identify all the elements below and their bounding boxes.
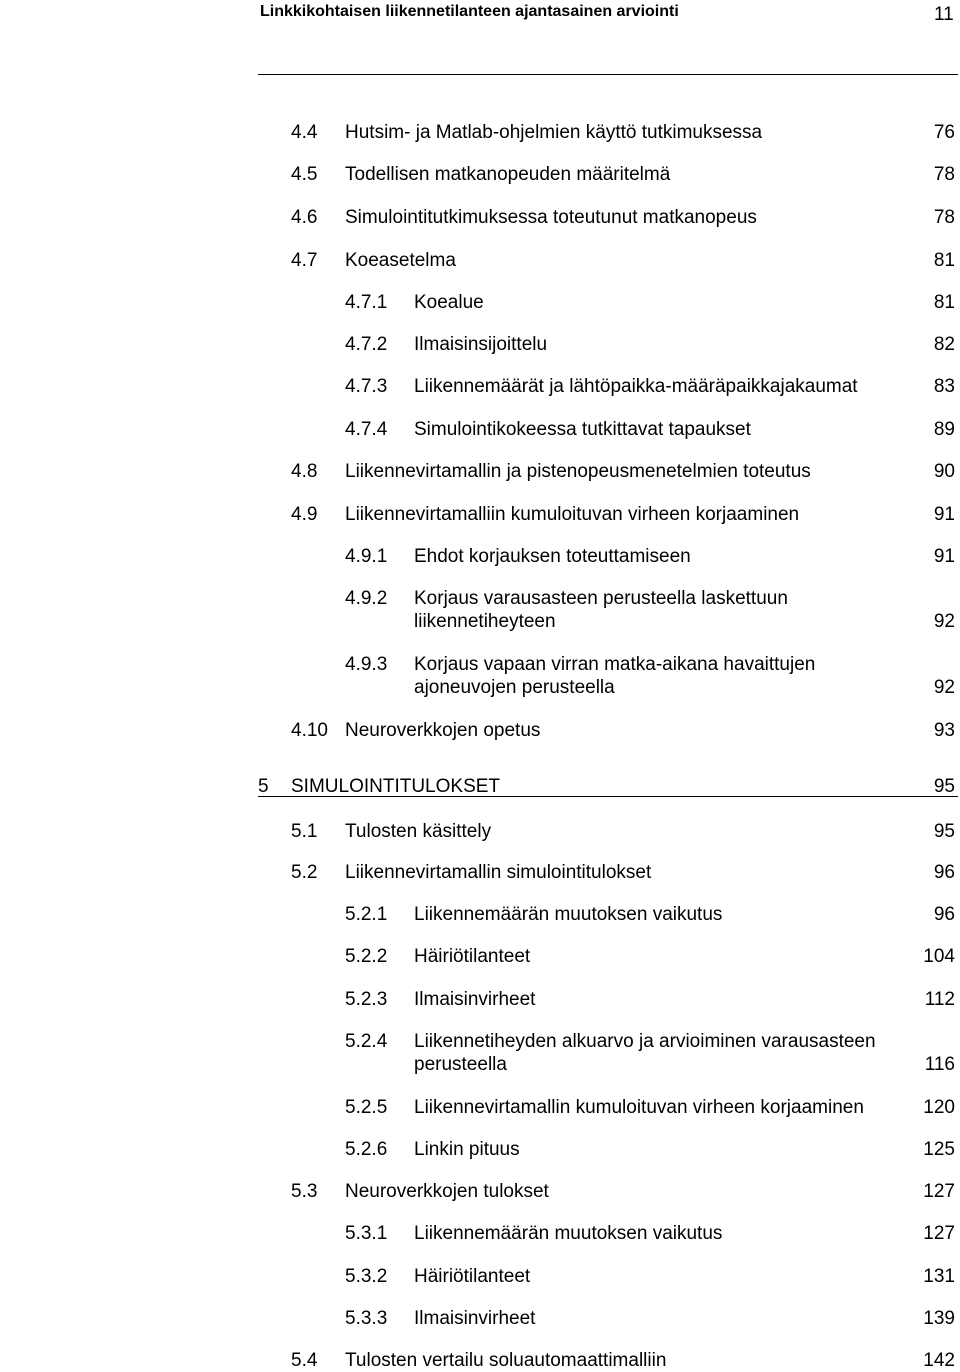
- toc-entry-page: 131: [923, 1266, 955, 1287]
- toc-entry-page: 125: [923, 1139, 955, 1160]
- toc-entry-title: Ilmaisinsijoittelu: [414, 334, 548, 355]
- toc-entry-number: 4.7.2: [345, 334, 388, 355]
- toc-entry-page: 127: [923, 1181, 955, 1202]
- toc-entry-title: Tulosten käsittely: [345, 821, 492, 842]
- toc-entry-page: 89: [933, 419, 955, 440]
- toc-entry-number: 4.5: [291, 164, 318, 185]
- toc-entry-number: 5.2.2: [345, 946, 388, 967]
- toc-entry-number: 4.7: [291, 250, 318, 271]
- toc-entry-number: 5.1: [291, 821, 318, 842]
- toc-entry-title: Simulointitutkimuksessa toteutunut matkanopeus: [345, 207, 757, 228]
- toc-entry-page: 93: [933, 720, 955, 741]
- toc-entry-title: Todellisen matkanopeuden määritelmä: [345, 164, 671, 185]
- toc-entry-title: Liikennevirtamallin ja pistenopeusmenetelmien toteutus: [345, 461, 811, 482]
- toc-entry-title: Korjaus vapaan virran matka-aikana havaittujen ajoneuvojen perusteella: [414, 654, 816, 698]
- toc-entry-title: Tulosten vertailu soluautomaattimalliin: [345, 1350, 667, 1371]
- toc-entry-page: 92: [933, 677, 955, 698]
- toc-entry-number: 4.9: [291, 504, 318, 525]
- toc-entry-page: 81: [933, 250, 955, 271]
- toc-entry-number: 4.6: [291, 207, 318, 228]
- toc-entry-page: 92: [933, 611, 955, 632]
- toc-entry-title: Liikennemäärät ja lähtöpaikka-määräpaikkajakaumat: [414, 376, 858, 397]
- toc-entry-title: Neuroverkkojen opetus: [345, 720, 541, 741]
- chapter-underline: [258, 796, 958, 797]
- toc-entry-title: Neuroverkkojen tulokset: [345, 1181, 549, 1202]
- toc-entry-title: Liikennevirtamallin kumuloituvan virheen korjaaminen: [414, 1097, 864, 1118]
- toc-entry-number: 4.9.3: [345, 654, 388, 675]
- toc-entry-title: Ilmaisinvirheet: [414, 1308, 536, 1329]
- toc-entry-page: 82: [933, 334, 955, 355]
- toc-entry-page: 120: [923, 1097, 955, 1118]
- toc-entry-number: 4.9.1: [345, 546, 388, 567]
- toc-entry-title: Simulointikokeessa tutkittavat tapaukset: [414, 419, 751, 440]
- toc-entry-title: Häiriötilanteet: [414, 946, 531, 967]
- toc-entry-page: 139: [923, 1308, 955, 1329]
- toc-entry-page: 91: [933, 504, 955, 525]
- toc-entry-number: 4.8: [291, 461, 318, 482]
- toc-entry-page: 142: [923, 1350, 955, 1371]
- toc-entry-number: 5.2.6: [345, 1139, 388, 1160]
- toc-entry-number: 5: [258, 776, 269, 797]
- toc-entry-title: Korjaus varausasteen perusteella laskettuun liikennetiheyteen: [414, 588, 788, 632]
- toc-entry-number: 4.7.4: [345, 419, 388, 440]
- toc-entry-page: 112: [924, 989, 955, 1010]
- toc-entry-page: 95: [933, 821, 955, 842]
- toc-entry-number: 5.2.4: [345, 1031, 388, 1052]
- header-divider: [258, 74, 958, 75]
- toc-entry-page: 127: [923, 1223, 955, 1244]
- toc-entry-title: Liikennemäärän muutoksen vaikutus: [414, 904, 723, 925]
- toc-entry-page: 96: [933, 904, 955, 925]
- toc-entry-title: Liikennetiheyden alkuarvo ja arvioiminen varausasteen perusteella: [414, 1031, 876, 1075]
- toc-entry-title: Häiriötilanteet: [414, 1266, 531, 1287]
- toc-entry-number: 4.9.2: [345, 588, 388, 609]
- toc-entry-title: Linkin pituus: [414, 1139, 520, 1160]
- toc-entry-page: 81: [933, 292, 955, 313]
- toc-entry-title: Liikennevirtamallin simulointitulokset: [345, 862, 652, 883]
- page-number: 11: [934, 4, 954, 25]
- toc-entry-title: Ehdot korjauksen toteuttamiseen: [414, 546, 691, 567]
- toc-entry-title: Liikennevirtamalliin kumuloituvan virheen korjaaminen: [345, 504, 800, 525]
- toc-entry-page: 90: [933, 461, 955, 482]
- toc-entry-number: 5.3.3: [345, 1308, 388, 1329]
- toc-entry-page: 76: [933, 122, 955, 143]
- toc-entry-number: 4.7.1: [345, 292, 388, 313]
- toc-entry-number: 4.4: [291, 122, 318, 143]
- toc-entry-page: 116: [924, 1054, 955, 1075]
- toc-entry-page: 83: [933, 376, 955, 397]
- running-header-title: Linkkikohtaisen liikennetilanteen ajantasainen arviointi: [260, 3, 679, 20]
- toc-entry-number: 5.2: [291, 862, 318, 883]
- toc-entry-page: 78: [933, 207, 955, 228]
- toc-entry-page: 78: [933, 164, 955, 185]
- toc-entry-page: 95: [933, 776, 955, 797]
- toc-entry-title: Koealue: [414, 292, 484, 313]
- toc-entry-page: 104: [923, 946, 955, 967]
- toc-entry-title: Ilmaisinvirheet: [414, 989, 536, 1010]
- toc-entry-number: 4.7.3: [345, 376, 388, 397]
- toc-entry-title: Hutsim- ja Matlab-ohjelmien käyttö tutkimuksessa: [345, 122, 763, 143]
- toc-entry-number: 5.4: [291, 1350, 318, 1371]
- toc-entry-number: 4.10: [291, 720, 328, 741]
- toc-entry-page: 96: [933, 862, 955, 883]
- toc-entry-number: 5.2.3: [345, 989, 388, 1010]
- toc-entry-title: SIMULOINTITULOKSET: [291, 776, 501, 797]
- toc-entry-number: 5.2.1: [345, 904, 388, 925]
- toc-entry-title: Koeasetelma: [345, 250, 456, 271]
- toc-entry-title: Liikennemäärän muutoksen vaikutus: [414, 1223, 723, 1244]
- toc-entry-number: 5.3.2: [345, 1266, 388, 1287]
- toc-entry-number: 5.3.1: [345, 1223, 388, 1244]
- toc-entry-number: 5.2.5: [345, 1097, 388, 1118]
- toc-entry-page: 91: [933, 546, 955, 567]
- toc-entry-number: 5.3: [291, 1181, 318, 1202]
